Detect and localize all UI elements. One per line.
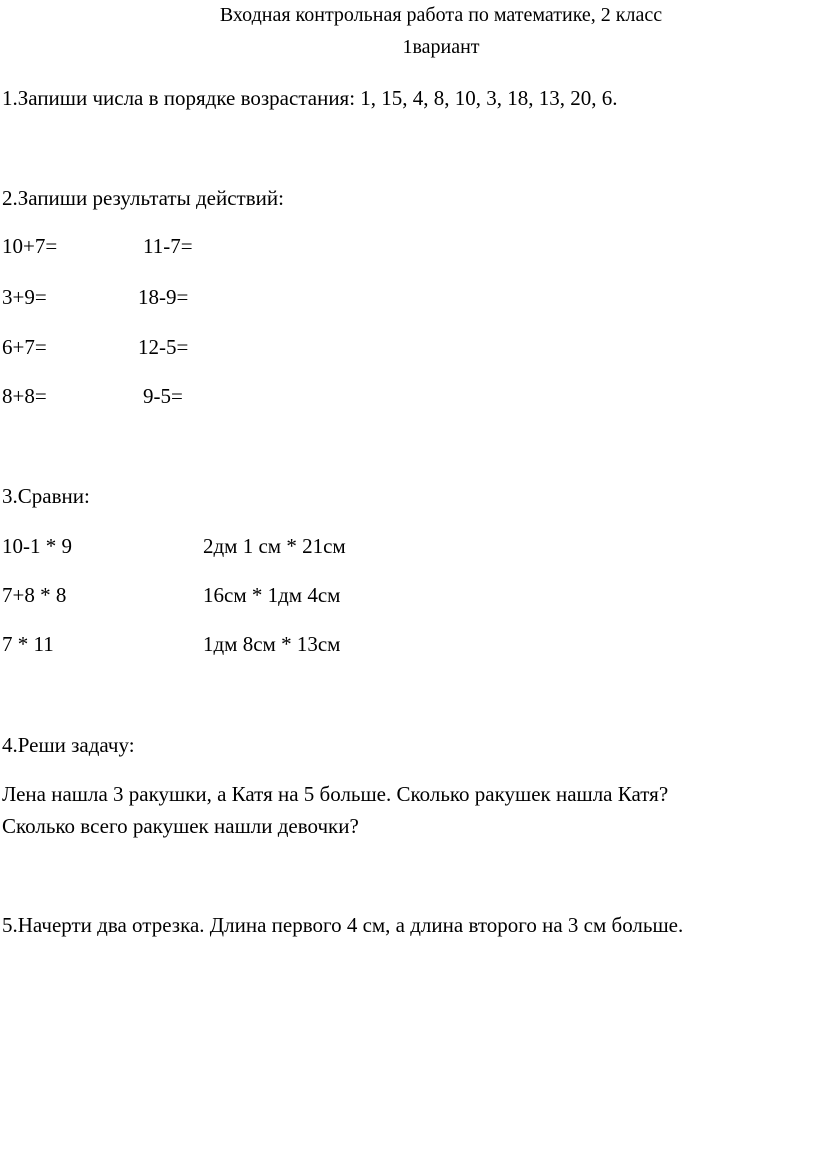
task3-row1-left: 10-1 * 9 bbox=[2, 534, 72, 558]
variant-label: 1вариант bbox=[402, 36, 480, 58]
task1-text: 1.Запиши числа в порядке возрастания: 1, 15, 4, 8, 10, 3, 18, 13, 20, 6. bbox=[2, 86, 618, 110]
task3-row3-left: 7 * 11 bbox=[2, 632, 54, 656]
task4-problem-line1: Лена нашла 3 ракушки, а Катя на 5 больше. Сколько ракушек нашла Катя? bbox=[2, 782, 669, 806]
task2-row1-left: 10+7= bbox=[2, 234, 58, 258]
task5-text: 5.Начерти два отрезка. Длина первого 4 см, а длина второго на 3 см больше. bbox=[2, 913, 684, 937]
task3-row3-right: 1дм 8см * 13см bbox=[203, 632, 341, 656]
task2-row3-left: 6+7= bbox=[2, 335, 47, 359]
task2-row3-right: 12-5= bbox=[138, 335, 189, 359]
task2-row1-right: 11-7= bbox=[143, 234, 193, 258]
task2-row4-right: 9-5= bbox=[143, 384, 183, 408]
task2-row4-left: 8+8= bbox=[2, 384, 47, 408]
document-title: Входная контрольная работа по математике, 2 класс bbox=[219, 4, 663, 26]
task3-row2-left: 7+8 * 8 bbox=[2, 583, 67, 607]
task4-heading: 4.Реши задачу: bbox=[2, 733, 135, 757]
task3-row1-right: 2дм 1 см * 21см bbox=[203, 534, 346, 558]
task3-row2-right: 16см * 1дм 4см bbox=[203, 583, 341, 607]
task2-row2-right: 18-9= bbox=[138, 285, 189, 309]
task3-heading: 3.Сравни: bbox=[2, 484, 90, 508]
task2-heading: 2.Запиши результаты действий: bbox=[2, 186, 284, 210]
task4-problem-line2: Сколько всего ракушек нашли девочки? bbox=[2, 814, 359, 838]
task2-row2-left: 3+9= bbox=[2, 285, 47, 309]
